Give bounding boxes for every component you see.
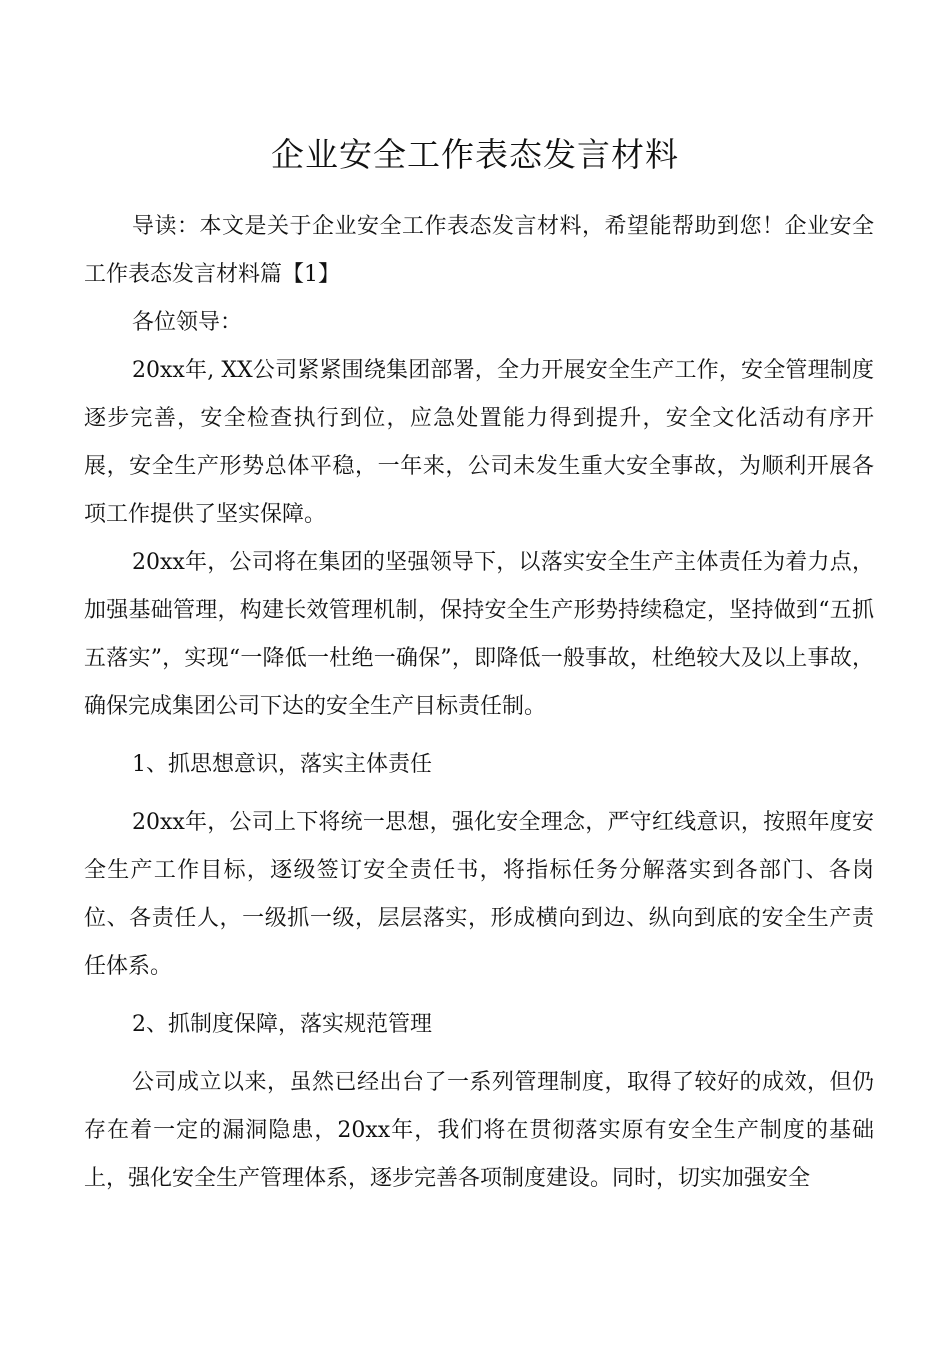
paragraph-review: 20xx年, XX公司紧紧围绕集团部署，全力开展安全生产工作，安全管理制度逐步完善，安全检查执行到位，应急处置能力得到提升，安全文化活动有序开展，安全生产形势总体平稳，一年来，公司未发生重大安全事故，为顺利开展各项工作提供了坚实保障。 xyxy=(84,358,874,527)
paragraph-section-1: 20xx年，公司上下将统一思想，强化安全理念，严守红线意识，按照年度安全生产工作目标，逐级签订安全责任书，将指标任务分解落实到各部门、各岗位、各责任人，一级抓一级，层层落实，形成横向到边、纵向到底的安全生产责任体系。 xyxy=(84,810,874,979)
paragraph-plan: 20xx年，公司将在集团的坚强领导下，以落实安全生产主体责任为着力点，加强基础管理，构建长效管理机制，保持安全生产形势持续稳定，坚持做到“五抓五落实”，实现“一降低一杜绝一确保”，即降低一般事故，杜绝较大及以上事故，确保完成集团公司下达的安全生产目标责任制。 xyxy=(84,550,874,719)
document-title: 企业安全工作表态发言材料 xyxy=(271,135,679,174)
section-heading-1: 1、抓思想意识，落实主体责任 xyxy=(132,752,432,777)
section-heading-2: 2、抓制度保障，落实规范管理 xyxy=(132,1012,432,1037)
paragraph-section-2: 公司成立以来，虽然已经出台了一系列管理制度，取得了较好的成效，但仍存在着一定的漏洞隐患，20xx年，我们将在贯彻落实原有安全生产制度的基础上，强化安全生产管理体系，逐步完善各项制度建设。同时，切实加强安全 xyxy=(84,1070,874,1191)
salutation: 各位领导： xyxy=(132,310,243,335)
document-body xyxy=(84,203,874,1203)
intro-paragraph: 导读：本文是关于企业安全工作表态发言材料，希望能帮助到您！企业安全工作表态发言材料篇【1】 xyxy=(84,214,874,287)
